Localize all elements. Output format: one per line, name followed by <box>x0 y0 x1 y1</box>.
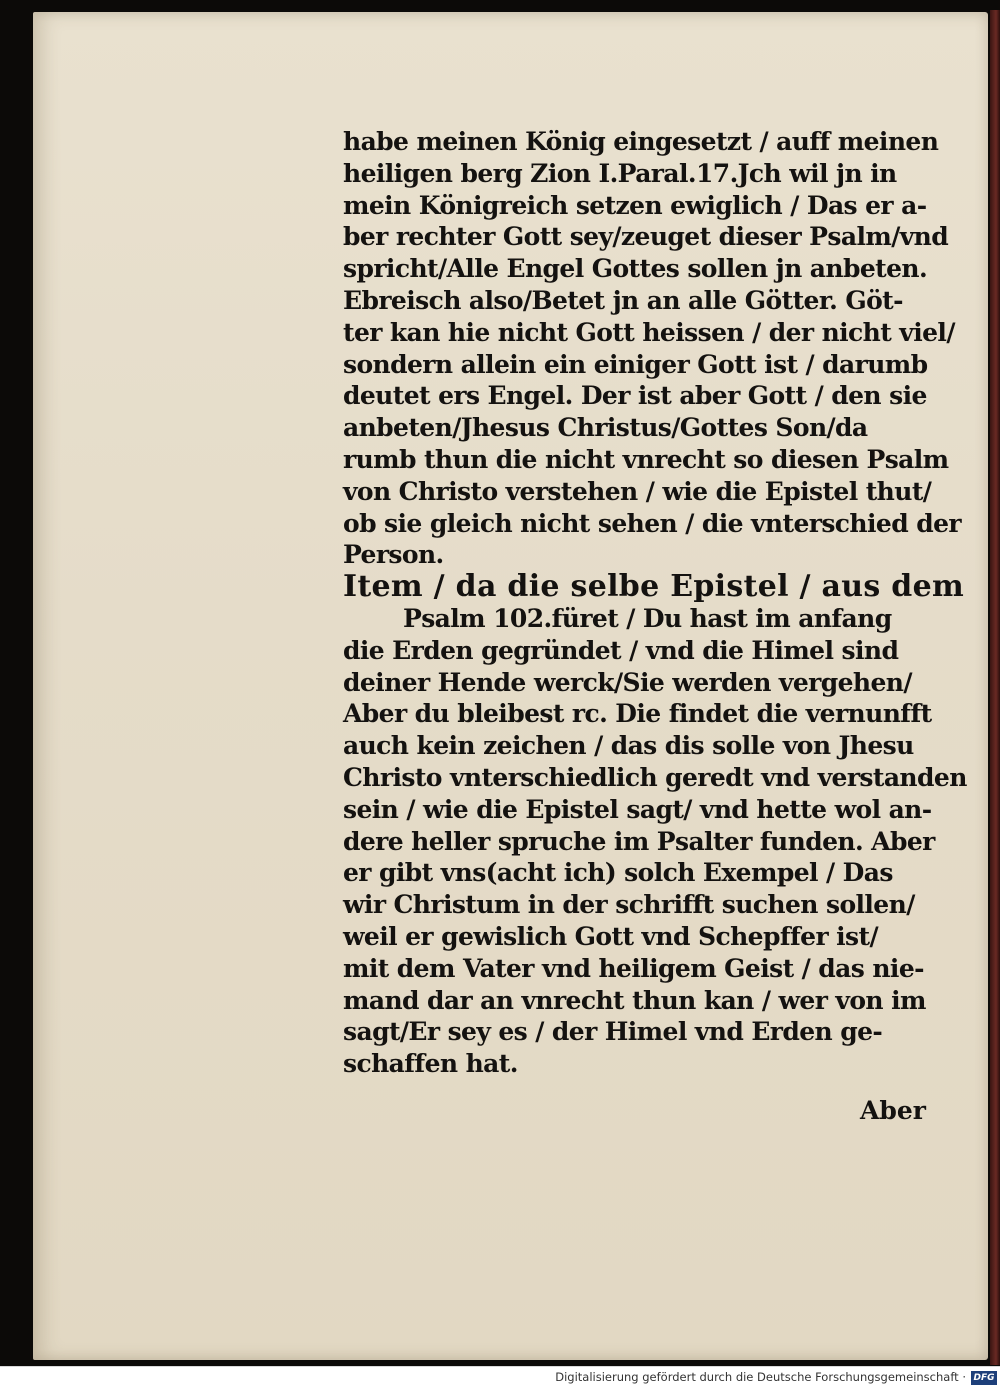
text-line: spricht/Alle Engel Gottes sollen jn anbeten. <box>343 254 928 284</box>
text-line: dere heller spruche im Psalter funden. Aber <box>343 826 935 856</box>
text-line: ter kan hie nicht Gott heissen / der nicht viel/ <box>343 317 955 347</box>
text-line: Aber du bleibest rc. Die findet die vernunfft <box>343 699 932 729</box>
text-line: schaffen hat. <box>343 1049 518 1079</box>
text-line: habe meinen König eingesetzt / auff meinen <box>343 127 939 156</box>
text-line: mit dem Vater vnd heiligem Geist / das nie- <box>343 953 924 983</box>
text-line: sein / wie die Epistel sagt/ vnd hette wol an- <box>343 794 932 824</box>
text-line: ob sie gleich nicht sehen / die vnterschied der <box>343 508 961 538</box>
text-line: sondern allein ein einiger Gott ist / darumb <box>343 349 928 379</box>
text-line: Ebreisch also/Betet jn an alle Götter. Göt- <box>343 285 903 315</box>
text-line: heiligen berg Zion I.Paral.17.Jch wil jn in <box>343 158 897 188</box>
text-line: sagt/Er sey es / der Himel vnd Erden ge- <box>343 1017 883 1047</box>
text-line: deiner Hende werck/Sie werden vergehen/ <box>343 667 912 697</box>
text-line: weil er gewislich Gott vnd Schepffer ist/ <box>343 921 878 951</box>
text-line: auch kein zeichen / das dis solle von Jhesu <box>343 731 914 761</box>
catchword: Aber <box>860 1096 926 1125</box>
text-line: anbeten/Jhesus Christus/Gottes Son/da <box>343 413 868 443</box>
book-spine-edge <box>990 10 1000 1365</box>
text-line: Person. <box>343 540 444 570</box>
text-line: mand dar an vnrecht thun kan / wer von im <box>343 985 926 1015</box>
text-line: mein Königreich setzen ewiglich / Das er a- <box>343 190 927 220</box>
text-line: rumb thun die nicht vnrecht so diesen Psalm <box>343 444 949 474</box>
text-line: wir Christum in der schrifft suchen sollen/ <box>343 890 915 920</box>
text-line: Psalm 102.füret / Du hast im anfang <box>403 603 892 633</box>
dfg-logo: DFG <box>971 1371 997 1385</box>
text-line: von Christo verstehen / wie die Epistel thut/ <box>343 476 932 506</box>
funding-notice: Digitalisierung gefördert durch die Deutsche Forschungsgemeinschaft · <box>555 1370 966 1384</box>
paragraph-initial-line: Item / da die selbe Epistel / aus dem <box>343 569 965 605</box>
text-line: deutet ers Engel. Der ist aber Gott / den sie <box>343 381 927 411</box>
text-block <box>343 126 967 1080</box>
footer-bar <box>0 1366 1000 1389</box>
text-line: er gibt vns(acht ich) solch Exempel / Das <box>343 858 893 888</box>
text-line: die Erden gegründet / vnd die Himel sind <box>343 635 899 665</box>
text-line: Christo vnterschiedlich geredt vnd verstanden <box>343 762 967 792</box>
text-line: ber rechter Gott sey/zeuget dieser Psalm/vnd <box>343 222 949 252</box>
